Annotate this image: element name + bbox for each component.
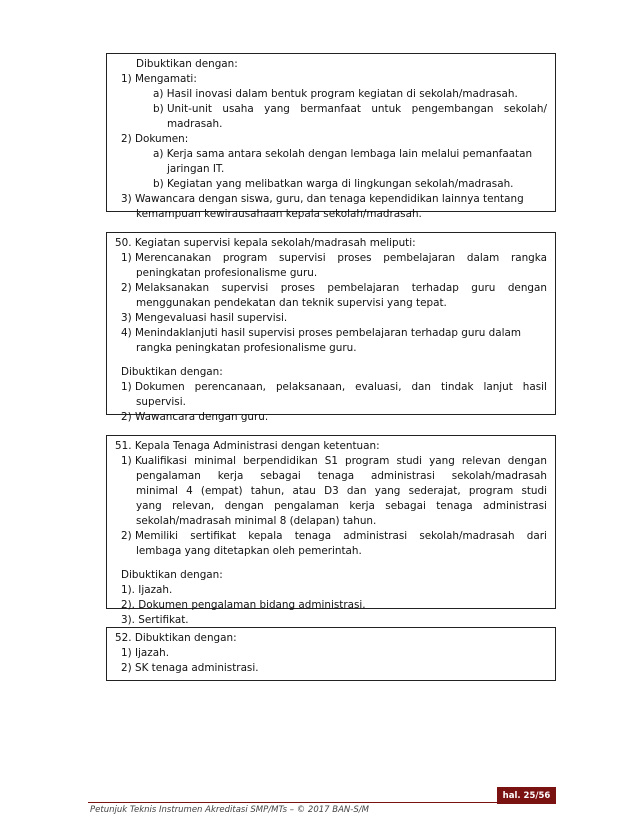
word: tenaga [294,530,332,542]
word: pembelajaran [327,282,400,294]
justified-line [115,499,547,514]
word: 1) Dokumen [121,381,185,393]
word: lanjut [483,381,513,393]
criteria-box-51 [106,435,556,626]
list-item: 2) Dokumen: [121,133,189,145]
word: proses [280,282,315,294]
word: dalam [466,252,500,264]
list-item-continued: peningkatan profesionalisme guru. [136,267,318,279]
word: dengan [507,455,547,467]
word: guru [471,282,496,294]
word: 2) Melaksanakan [121,282,210,294]
word: minimal [194,455,236,467]
list-item: 1) Mengamati: [121,73,197,85]
word: berpendidikan [243,455,318,467]
list-item-continued: sekolah/madrasah minimal 8 (delapan) tahun. [136,515,377,527]
list-item: 3) Wawancara dengan siswa, guru, dan tenaga kependidikan lainnya tentang [121,193,524,205]
justified-line [115,469,547,484]
word: yang [429,455,455,467]
word: dengan [224,500,264,512]
list-item: 2) Wawancara dengan guru. [121,411,269,423]
word: bermanfaat [300,103,361,115]
list-item: 1). Ijazah. [121,584,173,596]
justified-line [115,380,547,395]
word: yang [374,485,401,497]
word: sebagai [260,470,301,482]
word: yang [136,500,162,512]
justified-line [115,484,547,499]
justified-line [115,281,547,296]
word: administrasi [343,530,408,542]
word: rangka [510,252,547,264]
word: tindak [440,381,474,393]
list-item-continued: supervisi. [136,396,186,408]
word: 1) Merencanakan [121,252,212,264]
evidence-heading: Dibuktikan dengan: [121,569,223,581]
word: dan [411,381,432,393]
word: program [345,455,390,467]
word: pembelajaran [383,252,456,264]
word: pelaksanaan, [275,381,346,393]
evidence-heading: Dibuktikan dengan: [121,366,223,378]
word: supervisi [221,282,269,294]
word: proses [337,252,372,264]
word: usaha [222,103,254,115]
word: (empat) [200,485,243,497]
word: perencanaan, [194,381,266,393]
word: kerja [349,500,375,512]
criterion-heading: 52. Dibuktikan dengan: [115,632,237,644]
word: administrasi [483,500,547,512]
criteria-box-52 [106,627,556,681]
word: sekolah/madrasah [419,530,515,542]
list-item-continued: rangka peningkatan profesionalisme guru. [136,342,357,354]
word: a) Kerja sama antara sekolah dengan lembaga lain melalui pemanfaatan [153,148,533,160]
list-item-continued: lembaga yang ditetapkan oleh pemerintah. [136,545,362,557]
list-item: 3). Sertifikat. [121,614,189,626]
word: 2) Memiliki [121,530,179,542]
criterion-heading: 51. Kepala Tenaga Administrasi dengan ketentuan: [115,440,380,452]
word: kerja [217,470,244,482]
word: program [222,252,268,264]
footer-caption: Petunjuk Teknis Instrumen Akreditasi SMP/MTs – © 2017 BAN-S/M [90,805,369,815]
word: pengalaman [274,500,339,512]
justified-line [115,529,547,544]
word: yang [264,103,290,115]
word: tahun, [250,485,285,497]
list-item-continued: kemampuan kewirausahaan kepala sekolah/madrasah. [136,208,422,220]
footer-divider [88,802,500,803]
word: dengan [507,282,547,294]
word: b) Unit-unit [153,103,212,115]
list-item: 3) Mengevaluasi hasil supervisi. [121,312,288,324]
word: pengalaman [136,470,201,482]
evidence-heading: Dibuktikan dengan: [136,58,238,70]
word: administrasi [370,470,435,482]
criterion-heading: 50. Kegiatan supervisi kepala sekolah/madrasah meliputi: [115,237,416,249]
word: pengembangan [411,103,494,115]
justified-line [115,147,547,162]
word: tenaga [436,500,473,512]
criteria-box-50 [106,232,556,423]
list-item: 4) Menindaklanjuti hasil supervisi proses pembelajaran terhadap guru dalam [121,327,521,339]
list-item-continued: menggunakan pendekatan dan teknik supervisi yang tepat. [136,297,447,309]
word: atau [292,485,316,497]
word: studi [521,485,547,497]
page-number-badge: hal. 25/56 [497,787,556,804]
word: sekolah/madrasah [451,470,547,482]
word: dan [346,485,367,497]
word: relevan, [172,500,215,512]
word: S1 [324,455,338,467]
list-item: b) Kegiatan yang melibatkan warga di lingkungan sekolah/madrasah. [153,178,514,190]
word: untuk [371,103,402,115]
justified-line [115,454,547,469]
word: evaluasi, [355,381,402,393]
list-item-continued: jaringan IT. [167,163,225,175]
list-item: 2). Dokumen pengalaman bidang administrasi. [121,599,366,611]
word: studi [396,455,423,467]
word: D3 [324,485,339,497]
word: program [468,485,514,497]
justified-line [115,251,547,266]
word: 4 [186,485,193,497]
word: terhadap [411,282,459,294]
word: sertifikat [190,530,237,542]
list-item: a) Hasil inovasi dalam bentuk program kegiatan di sekolah/madrasah. [153,88,518,100]
list-item: 2) SK tenaga administrasi. [121,662,259,674]
word: dari [526,530,547,542]
word: tenaga [317,470,355,482]
word: kepala [248,530,283,542]
list-item-continued: madrasah. [167,118,223,130]
word: sederajat, [408,485,461,497]
list-item: 1) Ijazah. [121,647,169,659]
word: sebagai [385,500,426,512]
word: sekolah/ [503,103,547,115]
word: 1) Kualifikasi [121,455,188,467]
justified-line [115,102,547,117]
word: minimal [136,485,178,497]
word: hasil [522,381,547,393]
criteria-box-continued [106,53,556,220]
word: relevan [461,455,501,467]
word: supervisi [279,252,326,264]
